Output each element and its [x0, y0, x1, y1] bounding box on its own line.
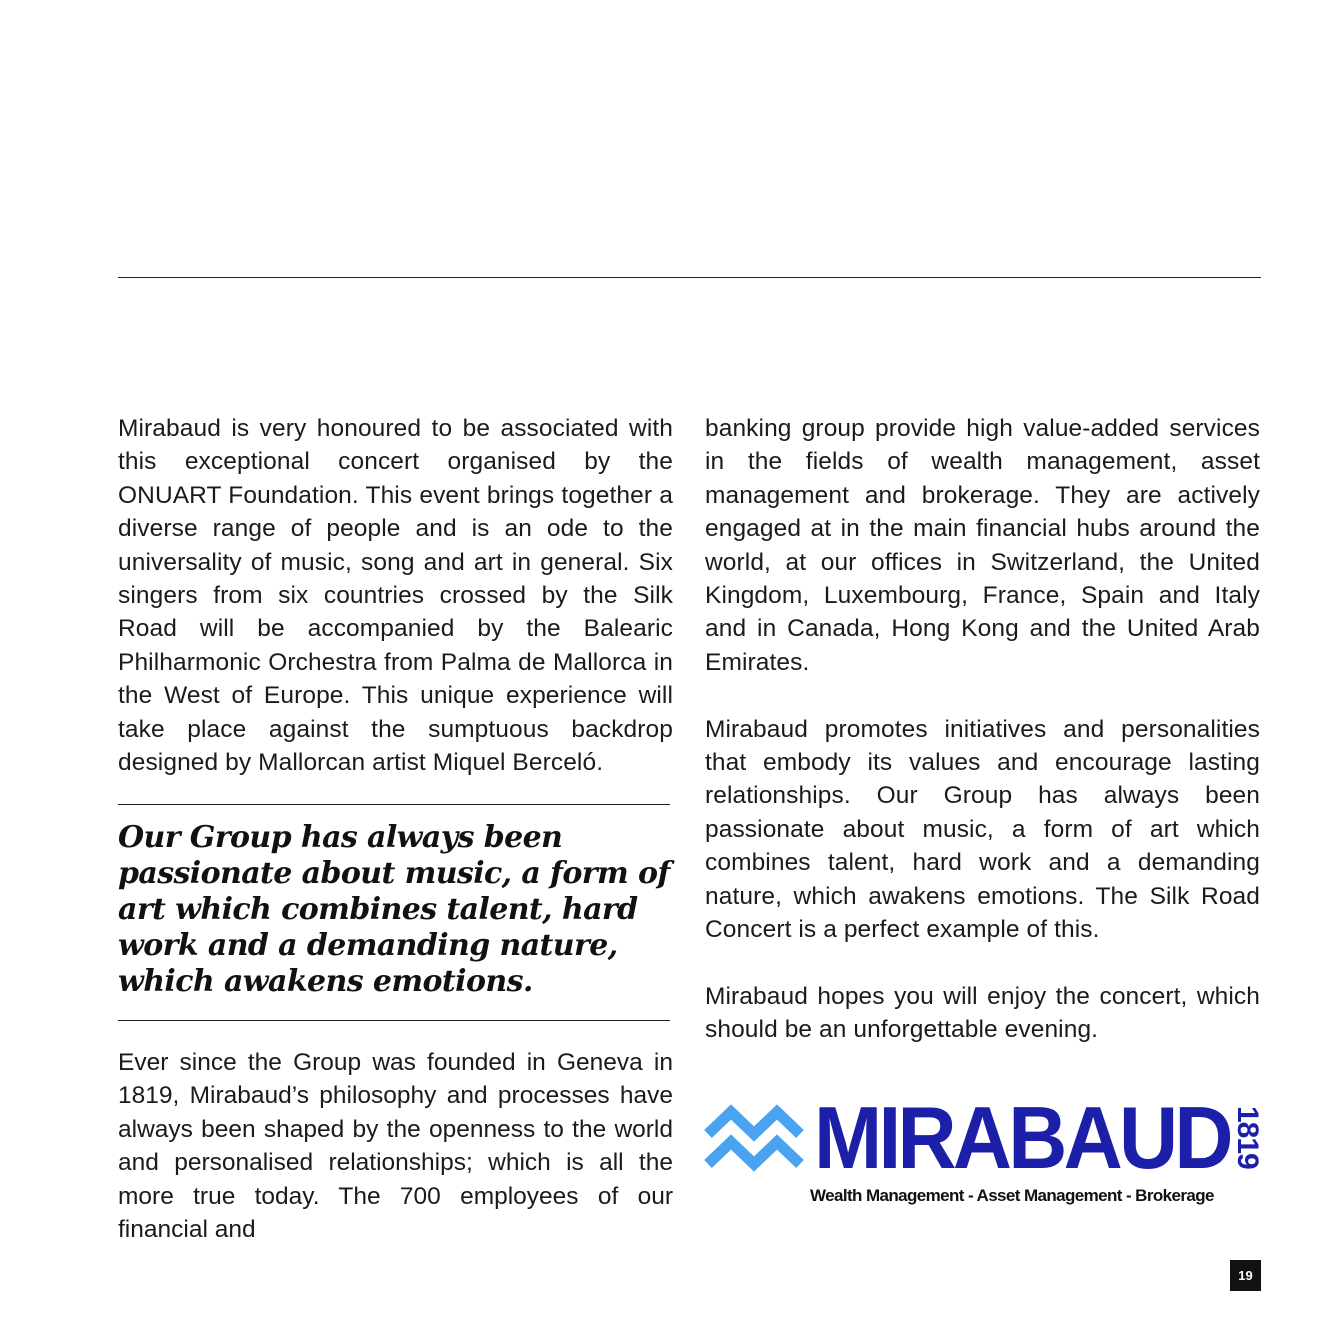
right-column [705, 412, 1260, 1047]
top-divider [118, 277, 1261, 278]
pull-quote: Our Group has always been passionate about music, a form of art which combines talent, hard work and a demanding nature, which awakens emotions. [118, 820, 670, 999]
left-paragraph-2: Ever since the Group was founded in Geneva in 1819, Mirabaud’s philosophy and processes have always been shaped by the openness to the world and personalised relationships; which is all the more true today. The 700 employees of our financial and [118, 1049, 673, 1244]
quote-divider-top [118, 804, 670, 805]
quote-divider-bottom [118, 1020, 670, 1021]
right-paragraph-1: banking group provide high value-added services in the fields of wealth management, asset management and brokerage. They are actively engaged at in the main financial hubs around the world, at our offices in Switzerland, the United Kingdom, Luxembourg, France, Spain and Italy and in Canada, Hong Kong and the United Arab Emirates. [705, 415, 1260, 676]
right-paragraph-2: Mirabaud promotes initiatives and personalities that embody its values and encourage lasting relationships. Our Group has always been passionate about music, a form of art which combines talent, hard work and a demanding nature, which awakens emotions. The Silk Road Concert is a perfect example of this. [705, 715, 1260, 944]
logo-tagline: Wealth Management - Asset Management - Brokerage [810, 1186, 1214, 1205]
left-column [118, 412, 673, 779]
page-number: 19 [1230, 1260, 1261, 1291]
logo-wordmark: MIRABAUD [814, 1088, 1230, 1187]
logo-year: 1819 [1231, 1106, 1264, 1169]
right-paragraph-3: Mirabaud hopes you will enjoy the concert, which should be an unforgettable evening. [705, 982, 1260, 1044]
mirabaud-logo [704, 1088, 1264, 1213]
left-paragraph-1: Mirabaud is very honoured to be associated with this exceptional concert organised by the ONUART Foundation. This event brings together a diverse range of people and is an ode to the universality of music, song and art in general. Six singers from six countries crossed by the Silk Road will be accompanied by the Balearic Philharmonic Orchestra from Palma de Mallorca in the West of Europe. This unique experience will take place against the sumptuous backdrop designed by Mallorcan artist Miquel Berceló. [118, 415, 673, 777]
double-wave-chevron-icon [704, 1098, 809, 1178]
